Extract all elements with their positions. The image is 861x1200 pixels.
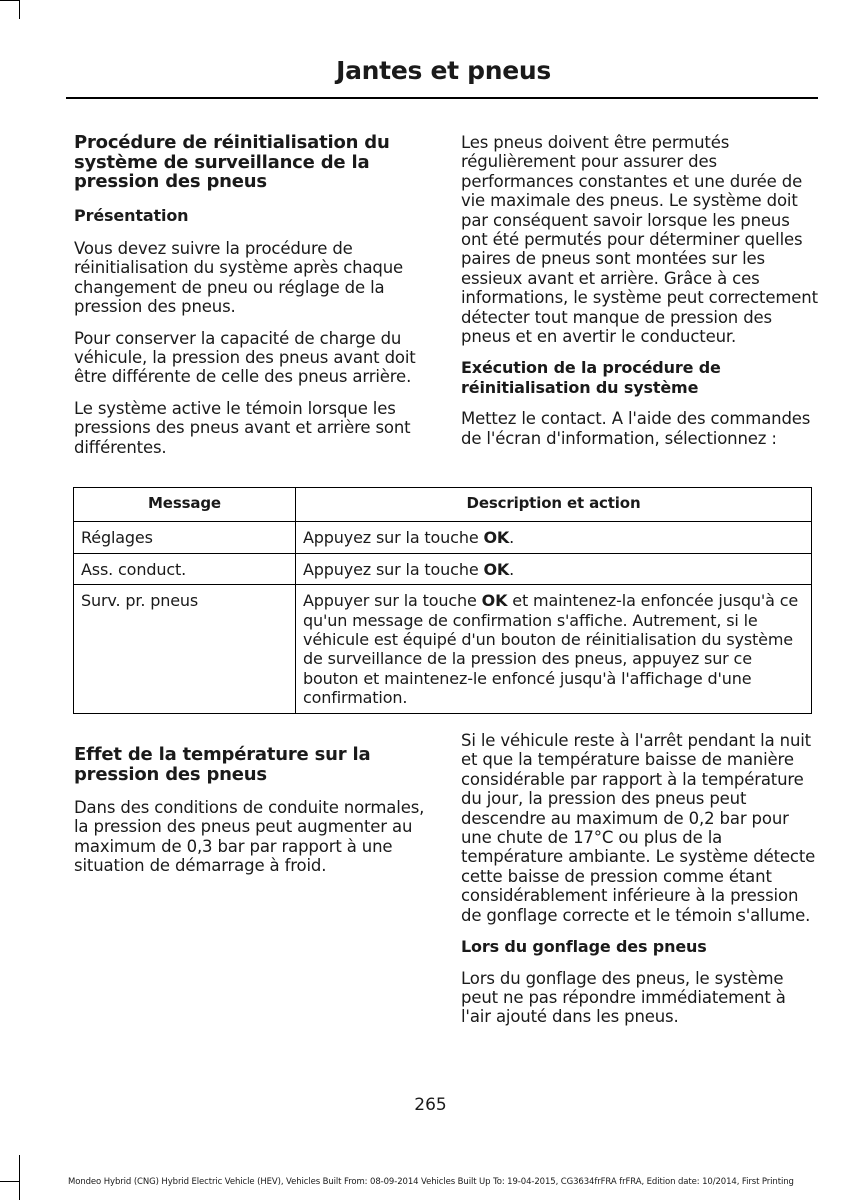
subheading-run-reset: Exécution de la procédure de réinitialisation du système: [461, 358, 721, 397]
section-heading-reset-procedure: Procédure de réinitialisation du système de surveillance de la pression des pneus: [74, 132, 390, 192]
column-header-description: Description et action: [296, 488, 812, 522]
table-row: [74, 585, 812, 713]
footer-edition-info: Mondeo Hybrid (CNG) Hybrid Electric Vehicle (HEV), Vehicles Built From: 08-09-2014 Vehicles Built Up To: 19-04-2015, CG3634frFRA frFRA, Edition date: 10/2014, First Printing: [68, 1177, 794, 1187]
paragraph: Vous devez suivre la procédure de réinitialisation du système après chaque changement de pneu ou réglage de la pression des pneus.: [74, 239, 404, 317]
page-title: Jantes et pneus: [336, 56, 551, 85]
left-column-bottom: [74, 745, 430, 876]
ok-key: OK: [481, 591, 508, 611]
table-row: [74, 553, 812, 584]
right-column-top: [461, 133, 819, 448]
description-cell: Appuyer sur la touche OK et maintenez-la enfoncée jusqu'à ce qu'un message de confirmation s'affiche. Autrement, si le véhicule est équipé d'un bouton de réinitialisation du système de surveillance de la pression des pneus, appuyez sur ce bouton et maintenez-le enfoncé jusqu'à l'affichage d'une confirmation.: [296, 585, 812, 713]
description-cell: Appuyez sur la touche OK.: [296, 522, 812, 553]
title-divider: [66, 97, 818, 99]
message-cell: Surv. pr. pneus: [74, 585, 296, 713]
paragraph-normal-driving: Dans des conditions de conduite normales, la pression des pneus peut augmenter au maximum de 0,3 bar par rapport à une situation de démarrage à froid.: [74, 798, 425, 876]
message-table: [73, 487, 812, 714]
section-heading-temperature: Effet de la température sur la pression des pneus: [74, 744, 371, 785]
message-cell: Ass. conduct.: [74, 553, 296, 584]
subheading-presentation: Présentation: [74, 205, 189, 225]
paragraph-ignition: Mettez le contact. A l'aide des commandes de l'écran d'information, sélectionnez :: [461, 409, 811, 448]
message-cell: Réglages: [74, 522, 296, 553]
paragraph-tire-rotation: Les pneus doivent être permutés régulièrement pour assurer des performances constantes et une durée de vie maximale des pneus. Le système doit par conséquent savoir lorsque les pneus ont été permutés pour déterminer quelles paires de pneus sont montées sur les essieux avant et arrière. Grâce à ces informations, le système peut correctement détecter tout manque de pression des pneus et en avertir le conducteur.: [461, 133, 818, 347]
page-number: 265: [414, 1095, 447, 1115]
column-header-message: Message: [74, 488, 296, 522]
crop-mark-bottom-vertical: [19, 1155, 20, 1200]
ok-key: OK: [483, 559, 510, 579]
paragraph-overnight: Si le véhicule reste à l'arrêt pendant la nuit et que la température baisse de manière considérable par rapport à la température du jour, la pression des pneus peut descendre au maximum de 0,2 bar pour une chute de 17°C ou plus de la température ambiante. Le système détecte cette baisse de pression comme étant considérablement inférieure à la pression de gonflage correcte et le témoin s'allume.: [461, 731, 816, 925]
table-row: [74, 522, 812, 553]
table-header-row: [74, 488, 812, 522]
paragraph-inflating: Lors du gonflage des pneus, le système peut ne pas répondre immédiatement à l'air ajouté dans les pneus.: [461, 968, 786, 1027]
left-column-top: [74, 133, 430, 457]
description-cell: Appuyez sur la touche OK.: [296, 553, 812, 584]
ok-key: OK: [483, 528, 510, 548]
right-column-bottom: [461, 731, 819, 1027]
crop-mark-bottom: [0, 1181, 19, 1182]
crop-mark-top-vertical: [19, 0, 20, 19]
paragraph: Pour conserver la capacité de charge du véhicule, la pression des pneus avant doit être différente de celle des pneus arrière.: [74, 328, 416, 387]
crop-mark-top: [0, 0, 19, 1]
paragraph: Le système active le témoin lorsque les pressions des pneus avant et arrière sont différentes.: [74, 398, 411, 457]
subheading-inflating: Lors du gonflage des pneus: [461, 937, 707, 957]
